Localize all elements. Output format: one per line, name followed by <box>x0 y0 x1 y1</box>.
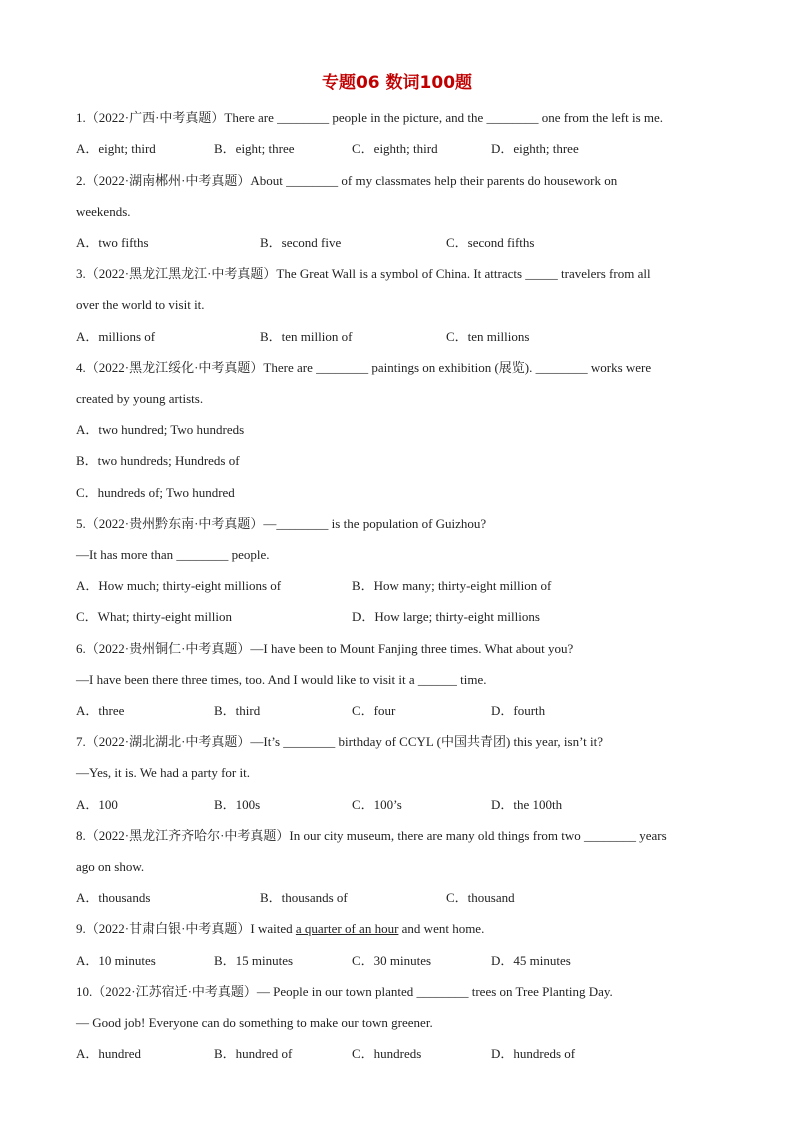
q10-option-b[interactable]: B．hundred of <box>214 1046 293 1061</box>
q5-option-d[interactable]: D．How large; thirty-eight millions <box>352 609 540 624</box>
question-6-text: 6.（2022·贵州铜仁·中考真题）—I have been to Mount Fanjing three times. What about you? <box>76 641 574 656</box>
q1-option-d[interactable]: D．eighth; three <box>491 141 579 156</box>
question-4-text-cont: created by young artists. <box>76 391 204 406</box>
question-9-prefix: 9.（2022·甘肃白银·中考真题）I waited <box>76 921 296 936</box>
q2-option-a[interactable]: A．two fifths <box>76 235 149 250</box>
question-5-text: 5.（2022·贵州黔东南·中考真题）—________ is the population of Guizhou? <box>76 516 487 531</box>
question-9-text <box>76 921 484 937</box>
q6-option-a[interactable]: A．three <box>76 703 125 718</box>
question-5-text-cont: —It has more than ________ people. <box>76 547 270 562</box>
q9-option-b[interactable]: B．15 minutes <box>214 953 294 968</box>
q9-option-a[interactable]: A．10 minutes <box>76 953 156 968</box>
q5-option-a[interactable]: A．How much; thirty-eight millions of <box>76 578 282 593</box>
q6-option-c[interactable]: C．four <box>352 703 396 718</box>
question-7-text: 7.（2022·湖北湖北·中考真题）—It’s ________ birthday of CCYL (中国共青团) this year, isn’t it? <box>76 734 604 749</box>
q1-option-b[interactable]: B．eight; three <box>214 141 295 156</box>
q6-option-b[interactable]: B．third <box>214 703 261 718</box>
q4-option-c[interactable]: C．hundreds of; Two hundred <box>76 485 235 500</box>
q1-option-a[interactable]: A．eight; third <box>76 141 156 156</box>
question-10-text: 10.（2022·江苏宿迁·中考真题）— People in our town planted ________ trees on Tree Planting Day. <box>76 984 613 999</box>
q5-option-c[interactable]: C．What; thirty-eight million <box>76 609 232 624</box>
question-8-text-cont: ago on show. <box>76 859 145 874</box>
q8-option-c[interactable]: C．thousand <box>446 890 515 905</box>
question-8-text: 8.（2022·黑龙江齐齐哈尔·中考真题）In our city museum, there are many old things from two ________ years <box>76 828 667 843</box>
q3-option-a[interactable]: A．millions of <box>76 329 156 344</box>
q7-option-d[interactable]: D．the 100th <box>491 797 563 812</box>
q7-option-c[interactable]: C．100’s <box>352 797 402 812</box>
page-title: 专题06 数词100题 <box>321 73 473 93</box>
q3-option-c[interactable]: C．ten millions <box>446 329 530 344</box>
question-7-text-cont: —Yes, it is. We had a party for it. <box>76 765 250 780</box>
q5-option-b[interactable]: B．How many; thirty-eight million of <box>352 578 552 593</box>
q10-option-d[interactable]: D．hundreds of <box>491 1046 576 1061</box>
q1-option-c[interactable]: C．eighth; third <box>352 141 438 156</box>
question-4-text: 4.（2022·黑龙江绥化·中考真题）There are ________ paintings on exhibition (展览). ________ works were <box>76 360 652 375</box>
question-1-text: 1.（2022·广西·中考真题）There are ________ people in the picture, and the ________ one from the left is me. <box>76 110 664 125</box>
q8-option-a[interactable]: A．thousands <box>76 890 151 905</box>
question-10-text-cont: — Good job! Everyone can do something to make our town greener. <box>76 1015 433 1030</box>
q2-option-b[interactable]: B．second five <box>260 235 342 250</box>
q10-option-a[interactable]: A．hundred <box>76 1046 141 1061</box>
question-3-text: 3.（2022·黑龙江黑龙江·中考真题）The Great Wall is a symbol of China. It attracts _____ travelers from all <box>76 266 651 281</box>
q9-option-c[interactable]: C．30 minutes <box>352 953 432 968</box>
q10-option-c[interactable]: C．hundreds <box>352 1046 422 1061</box>
question-2-text: 2.（2022·湖南郴州·中考真题）About ________ of my classmates help their parents do housework on <box>76 173 618 188</box>
q2-option-c[interactable]: C．second fifths <box>446 235 535 250</box>
question-9-suffix: and went home. <box>398 921 485 936</box>
q8-option-b[interactable]: B．thousands of <box>260 890 348 905</box>
q3-option-b[interactable]: B．ten million of <box>260 329 353 344</box>
q9-option-d[interactable]: D．45 minutes <box>491 953 571 968</box>
question-3-text-cont: over the world to visit it. <box>76 297 205 312</box>
q4-option-a[interactable]: A．two hundred; Two hundreds <box>76 422 245 437</box>
q6-option-d[interactable]: D．fourth <box>491 703 546 718</box>
q7-option-a[interactable]: A．100 <box>76 797 118 812</box>
question-9-underlined-phrase: a quarter of an hour <box>295 921 399 936</box>
q4-option-b[interactable]: B．two hundreds; Hundreds of <box>76 453 240 468</box>
q7-option-b[interactable]: B．100s <box>214 797 261 812</box>
question-6-text-cont: —I have been there three times, too. And I would like to visit it a ______ time. <box>76 672 487 687</box>
question-2-text-cont: weekends. <box>76 204 131 219</box>
